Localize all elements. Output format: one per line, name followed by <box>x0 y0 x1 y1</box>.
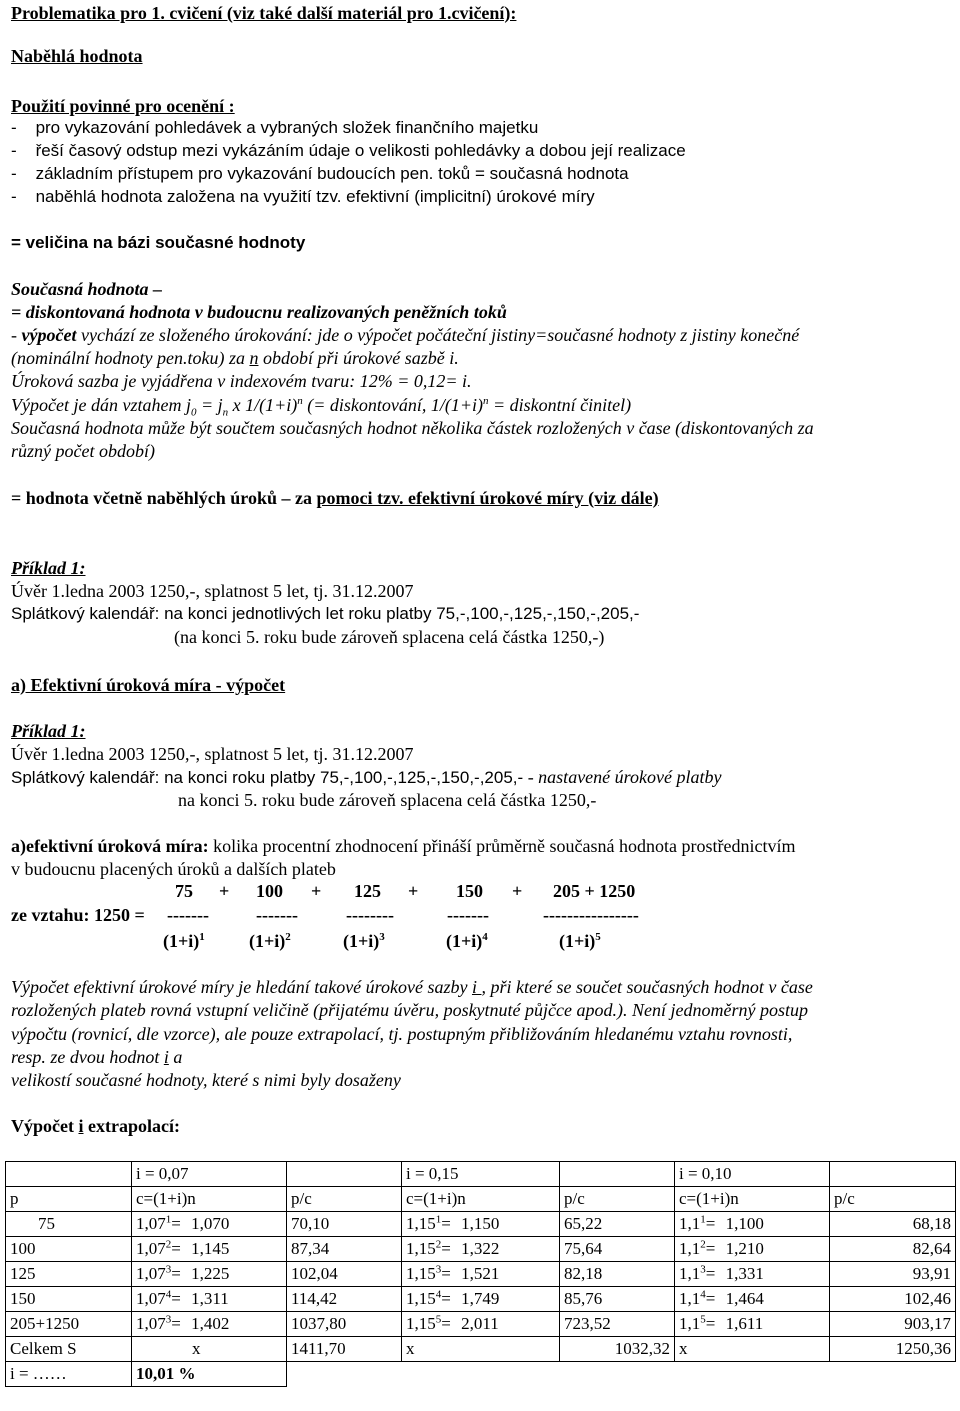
kalendar-1b: (na konci 5. roku bude zároveň splacena celá částka 1250,-) <box>174 627 605 647</box>
efekt-bold: a)efektivní úroková míra: <box>11 836 209 856</box>
c-eq: = <box>171 1289 186 1308</box>
kalendar-2-italic: - nastavené úrokové platby <box>523 767 722 787</box>
heading-pouziti: Použití povinné pro ocenění : <box>11 96 235 116</box>
vypocet-par-4 <box>11 1046 182 1068</box>
den-base-1: (1+i) <box>163 931 200 951</box>
formula-dash-3: -------- <box>346 905 394 925</box>
c-exp: 3 <box>165 1313 172 1326</box>
priklad-1-heading: Příklad 1: <box>11 558 86 578</box>
c-value: 1,311 <box>191 1289 229 1308</box>
bullet-4: - naběhlá hodnota založena na využití tzv. efektivní (implicitní) úrokové míry <box>11 187 595 206</box>
total-x-2: x <box>402 1337 560 1362</box>
cell-c <box>675 1212 830 1237</box>
den-base-2: (1+i) <box>249 931 286 951</box>
cell-c <box>675 1262 830 1287</box>
vp-0: Výpočet efektivní úrokové míry je hledání takové úrokové sazby <box>11 977 472 997</box>
vp-7: a <box>168 1047 183 1067</box>
formula-plus-3: + <box>408 881 419 901</box>
cell-pc: 93,91 <box>830 1262 956 1287</box>
c-base: 1,15 <box>406 1264 436 1283</box>
c-exp: 3 <box>435 1263 442 1276</box>
c-value: 1,611 <box>725 1314 764 1333</box>
c-base: 1,15 <box>406 1289 436 1308</box>
formula-den-1 <box>163 931 205 952</box>
soucasna-title: Současná hodnota – <box>11 279 163 299</box>
den-exp-3: 3 <box>379 931 385 943</box>
vztah-subn: n <box>222 406 229 419</box>
vypocet-word: výpočet <box>21 325 77 345</box>
cell-pc: 85,76 <box>560 1287 675 1312</box>
rate-3: i = 0,10 <box>675 1162 830 1187</box>
hodnota-pomoci: pomoci tzv. efektivní úrokové míry (viz dále) <box>316 488 659 508</box>
header-c2: c=(1+i)n <box>402 1187 560 1212</box>
hodnota-a: = hodnota včetně naběhlých úroků – za <box>11 488 317 508</box>
cell-pc: 723,52 <box>560 1312 675 1337</box>
den-exp-4: 4 <box>482 931 488 943</box>
c-eq: = <box>705 1239 720 1258</box>
table-row <box>6 1212 956 1237</box>
c-eq: = <box>171 1214 186 1233</box>
cell-c <box>132 1312 287 1337</box>
bullet-3-text: základním přístupem pro vykazování budoucích pen. toků = současná hodnota <box>35 164 629 183</box>
extrapol-a: Výpočet <box>11 1116 79 1136</box>
formula-dash-2: ------- <box>256 905 298 925</box>
cell-pc: 70,10 <box>287 1212 402 1237</box>
cell-p: 125 <box>6 1262 132 1287</box>
total-x-1: x <box>132 1337 287 1362</box>
formula-den-3 <box>343 931 385 952</box>
i-label: i = …… <box>6 1362 132 1387</box>
formula-dash-5: ---------------- <box>543 905 639 925</box>
vztah-b: = j <box>196 395 223 415</box>
efekt-rest: kolika procentní zhodnocení přináší průměrně současná hodnota prostřednictvím <box>208 836 796 856</box>
header-pc1: p/c <box>287 1187 402 1212</box>
c-exp: 5 <box>700 1313 706 1326</box>
cell-p: 75 <box>6 1212 132 1237</box>
cell-empty <box>560 1162 675 1187</box>
cell-c <box>402 1212 560 1237</box>
den-base-5: (1+i) <box>559 931 596 951</box>
c-eq: = <box>441 1264 456 1283</box>
c-eq: = <box>171 1239 186 1258</box>
hodnota-line <box>11 487 659 509</box>
c-base: 1,15 <box>406 1314 436 1333</box>
uver-1: Úvěr 1.ledna 2003 1250,-, splatnost 5 let, tj. 31.12.2007 <box>11 581 414 601</box>
c-exp: 4 <box>435 1288 442 1301</box>
table-header-row <box>6 1187 956 1212</box>
c-base: 1,1 <box>679 1314 701 1333</box>
bullet-3: - základním přístupem pro vykazování budoucích pen. toků = současná hodnota <box>11 164 629 183</box>
header-c3: c=(1+i)n <box>675 1187 830 1212</box>
vypocet-par-3: výpočtu (rovnicí, dle vzorce), ale pouze extrapolací, tj. postupným přibližováním hledanému vztahu rovnosti, <box>11 1024 793 1044</box>
table-row <box>6 1262 956 1287</box>
bullet-1-text: pro vykazování pohledávek a vybraných složek finančního majetku <box>35 118 539 137</box>
c-eq: = <box>171 1264 186 1283</box>
header-c1: c=(1+i)n <box>132 1187 287 1212</box>
formula-plus-2: + <box>311 881 322 901</box>
cell-empty <box>6 1162 132 1187</box>
formula-num-4: 150 <box>456 881 483 901</box>
c-base: 1,1 <box>679 1239 701 1258</box>
cell-c <box>675 1287 830 1312</box>
cell-c <box>132 1262 287 1287</box>
table-row-total <box>6 1337 956 1362</box>
header-p: p <box>6 1187 132 1212</box>
vypocet-par-1 <box>11 976 813 998</box>
c-exp: 1 <box>165 1213 172 1226</box>
bullet-4-text: naběhlá hodnota založena na využití tzv. efektivní (implicitní) úrokové míry <box>35 187 595 206</box>
c-base: 1,15 <box>406 1214 436 1233</box>
heading-nabehla-hodnota: Naběhlá hodnota <box>11 46 143 66</box>
c-base: 1,07 <box>136 1239 166 1258</box>
c-value: 1,150 <box>461 1214 500 1233</box>
kalendar-1: Splátkový kalendář: na konci jednotlivých let roku platby 75,-,100,-,125,-,150,-,205,- <box>11 604 640 623</box>
c-base: 1,07 <box>136 1214 166 1233</box>
total-1: 1411,70 <box>287 1337 402 1362</box>
formula-den-4 <box>446 931 488 952</box>
c-value: 1,331 <box>725 1264 764 1283</box>
c-exp: 3 <box>165 1263 172 1276</box>
extrapolace-heading <box>11 1115 180 1137</box>
formula-num-5: 205 + 1250 <box>553 881 636 901</box>
kalendar-2-text: Splátkový kalendář: na konci roku platby 75,-,100,-,125,-,150,-,205,- <box>11 768 524 787</box>
cell-empty <box>287 1362 402 1387</box>
den-exp-5: 5 <box>595 931 601 943</box>
cell-pc: 75,64 <box>560 1237 675 1262</box>
vypocet-line-2 <box>11 347 459 369</box>
c-exp: 2 <box>435 1238 442 1251</box>
cell-c <box>132 1287 287 1312</box>
table-row <box>6 1312 956 1337</box>
c-value: 1,225 <box>191 1264 230 1283</box>
extrapol-b: extrapolací: <box>83 1116 180 1136</box>
c-value: 2,011 <box>461 1314 499 1333</box>
c-base: 1,07 <box>136 1314 166 1333</box>
c-value: 1,145 <box>191 1239 230 1258</box>
vztah-e: = diskontní činitel) <box>488 395 632 415</box>
den-base-4: (1+i) <box>446 931 483 951</box>
section-a-heading: a) Efektivní úroková míra - výpočet <box>11 675 286 695</box>
formula-num-1: 75 <box>175 881 193 901</box>
table-row-result <box>6 1362 956 1387</box>
c-value: 1,100 <box>725 1214 764 1233</box>
extrapol-i: i <box>78 1116 84 1136</box>
den-exp-1: 1 <box>199 931 205 943</box>
cell-pc: 1037,80 <box>287 1312 402 1337</box>
cell-empty <box>402 1362 560 1387</box>
vztah-supn: n <box>297 395 303 407</box>
priklad-2-heading: Příklad 1: <box>11 721 86 741</box>
vztah-supn2: n <box>483 395 489 407</box>
c-value: 1,749 <box>461 1289 500 1308</box>
c-eq: = <box>171 1314 186 1333</box>
c-exp: 4 <box>700 1288 706 1301</box>
kalendar-2 <box>11 766 721 789</box>
c-eq: = <box>441 1214 456 1233</box>
cell-pc: 65,22 <box>560 1212 675 1237</box>
vp-i: i <box>471 977 482 997</box>
c-value: 1,070 <box>191 1214 230 1233</box>
rate-2: i = 0,15 <box>402 1162 560 1187</box>
cell-pc: 114,42 <box>287 1287 402 1312</box>
c-exp: 4 <box>165 1288 172 1301</box>
kalendar-2b: na konci 5. roku bude zároveň splacena celá částka 1250,- <box>178 790 597 810</box>
c-value: 1,402 <box>191 1314 230 1333</box>
table-row <box>6 1237 956 1262</box>
cell-p: 150 <box>6 1287 132 1312</box>
formula-lead: ze vztahu: 1250 = <box>11 905 145 925</box>
vypocet-line-1: - výpočet vychází ze složeného úrokování: jde o výpočet počáteční jistiny=současné hodnoty z jistiny konečné <box>11 325 800 345</box>
efekt-line-2: v budoucnu placených úroků a dalších plateb <box>11 859 336 879</box>
cell-pc: 102,46 <box>830 1287 956 1312</box>
formula-plus-4: + <box>512 881 523 901</box>
efekt-line-1 <box>11 835 796 857</box>
vp-2: , při které se součet současných hodnot v čase <box>481 977 813 997</box>
formula-num-2: 100 <box>256 881 283 901</box>
header-pc2: p/c <box>560 1187 675 1212</box>
c-value: 1,322 <box>461 1239 500 1258</box>
formula-dash-4: ------- <box>447 905 489 925</box>
table-row <box>6 1287 956 1312</box>
c-exp: 1 <box>700 1213 706 1226</box>
den-exp-2: 2 <box>285 931 291 943</box>
vypocet-line-2b: období při úrokové sazbě i. <box>258 348 459 368</box>
cell-c <box>132 1237 287 1262</box>
c-exp: 2 <box>700 1238 706 1251</box>
table-row-rates <box>6 1162 956 1187</box>
cell-p: 205+1250 <box>6 1312 132 1337</box>
cell-empty <box>287 1162 402 1187</box>
uver-2: Úvěr 1.ledna 2003 1250,-, splatnost 5 let, tj. 31.12.2007 <box>11 744 414 764</box>
c-base: 1,07 <box>136 1289 166 1308</box>
vypocet-n: n <box>249 348 259 368</box>
c-base: 1,1 <box>679 1214 701 1233</box>
formula-den-2 <box>249 931 291 952</box>
c-exp: 1 <box>435 1213 442 1226</box>
header-pc3: p/c <box>830 1187 956 1212</box>
vp-5: resp. ze dvou hodnot <box>11 1047 164 1067</box>
bullet-1: - pro vykazování pohledávek a vybraných složek finančního majetku <box>11 118 539 137</box>
den-base-3: (1+i) <box>343 931 380 951</box>
vypocet-par-5: velikostí současné hodnoty, které s nimi byly dosaženy <box>11 1070 401 1090</box>
soucet-line-2: různý počet období) <box>11 441 155 461</box>
c-eq: = <box>441 1314 456 1333</box>
c-exp: 5 <box>435 1313 442 1326</box>
c-value: 1,464 <box>725 1289 764 1308</box>
c-eq: = <box>705 1314 720 1333</box>
cell-p: 100 <box>6 1237 132 1262</box>
sazba-line: Úroková sazba je vyjádřena v indexovém tvaru: 12% = 0,12= i. <box>11 371 472 391</box>
formula-plus-1: + <box>219 881 230 901</box>
soucasna-definition: = diskontovaná hodnota v budoucnu realizovaných peněžních toků <box>11 302 507 322</box>
bullet-2-text: řeší časový odstup mezi vykázáním údaje o velikosti pohledávky a dobou její realizace <box>35 141 686 160</box>
cell-pc: 82,64 <box>830 1237 956 1262</box>
cell-empty <box>830 1362 956 1387</box>
c-exp: 3 <box>700 1263 706 1276</box>
total-label: Celkem S <box>6 1337 132 1362</box>
c-eq: = <box>705 1289 720 1308</box>
table-body <box>6 1212 956 1337</box>
vztah-d: (= diskontování, 1/(1+i) <box>302 395 484 415</box>
vp-i2: i <box>163 1047 169 1067</box>
formula-num-3: 125 <box>354 881 381 901</box>
vztah-a: Výpočet je dán vztahem j <box>11 395 191 415</box>
cell-empty <box>675 1362 830 1387</box>
cell-pc: 102,04 <box>287 1262 402 1287</box>
vypocet-line-2a: (nominální hodnoty pen.toku) za <box>11 348 250 368</box>
cell-empty <box>830 1162 956 1187</box>
cell-c <box>675 1237 830 1262</box>
cell-empty <box>560 1362 675 1387</box>
cell-c <box>132 1212 287 1237</box>
cell-c <box>402 1312 560 1337</box>
cell-pc: 68,18 <box>830 1212 956 1237</box>
total-2: 1032,32 <box>560 1337 675 1362</box>
i-result: 10,01 % <box>132 1362 287 1387</box>
formula-dash-1: ------- <box>167 905 209 925</box>
cell-pc: 82,18 <box>560 1262 675 1287</box>
velicina-line: = veličina na bázi současné hodnoty <box>11 233 306 252</box>
cell-c <box>402 1237 560 1262</box>
cell-pc: 87,34 <box>287 1237 402 1262</box>
c-base: 1,1 <box>679 1289 701 1308</box>
total-x-3: x <box>675 1337 830 1362</box>
vztah-line <box>11 394 632 419</box>
cell-c <box>402 1262 560 1287</box>
c-value: 1,521 <box>461 1264 500 1283</box>
formula <box>0 881 960 951</box>
c-value: 1,210 <box>725 1239 764 1258</box>
cell-pc: 903,17 <box>830 1312 956 1337</box>
c-base: 1,1 <box>679 1264 701 1283</box>
c-base: 1,15 <box>406 1239 436 1258</box>
vztah-sub0: 0 <box>190 406 197 419</box>
vypocet-rest: vychází ze složeného úrokování: jde o výpočet počáteční jistiny=současné hodnoty z jistiny konečné <box>76 325 800 345</box>
bullet-2: - řeší časový odstup mezi vykázáním údaje o velikosti pohledávky a dobou její realizace <box>11 141 686 160</box>
c-eq: = <box>705 1214 720 1233</box>
cell-c <box>402 1287 560 1312</box>
cell-c <box>675 1312 830 1337</box>
c-eq: = <box>441 1239 456 1258</box>
c-eq: = <box>441 1289 456 1308</box>
formula-den-5 <box>559 931 601 952</box>
c-eq: = <box>705 1264 720 1283</box>
soucet-line-1: Současná hodnota může být součtem současných hodnot několika částek rozložených v čase (diskontovaných za <box>11 418 814 438</box>
total-3: 1250,36 <box>830 1337 956 1362</box>
vztah-c: x 1/(1+i) <box>228 395 298 415</box>
page-title: Problematika pro 1. cvičení (viz také další materiál pro 1.cvičení): <box>11 3 517 23</box>
rate-1: i = 0,07 <box>132 1162 287 1187</box>
extrapolation-table <box>5 1161 956 1387</box>
c-base: 1,07 <box>136 1264 166 1283</box>
vypocet-par-2: rozložených plateb rovná vstupní veličině (přijatému úvěru, poskytnuté půjčce apod.). Není jednoměrný postup <box>11 1000 808 1020</box>
c-exp: 2 <box>165 1238 172 1251</box>
